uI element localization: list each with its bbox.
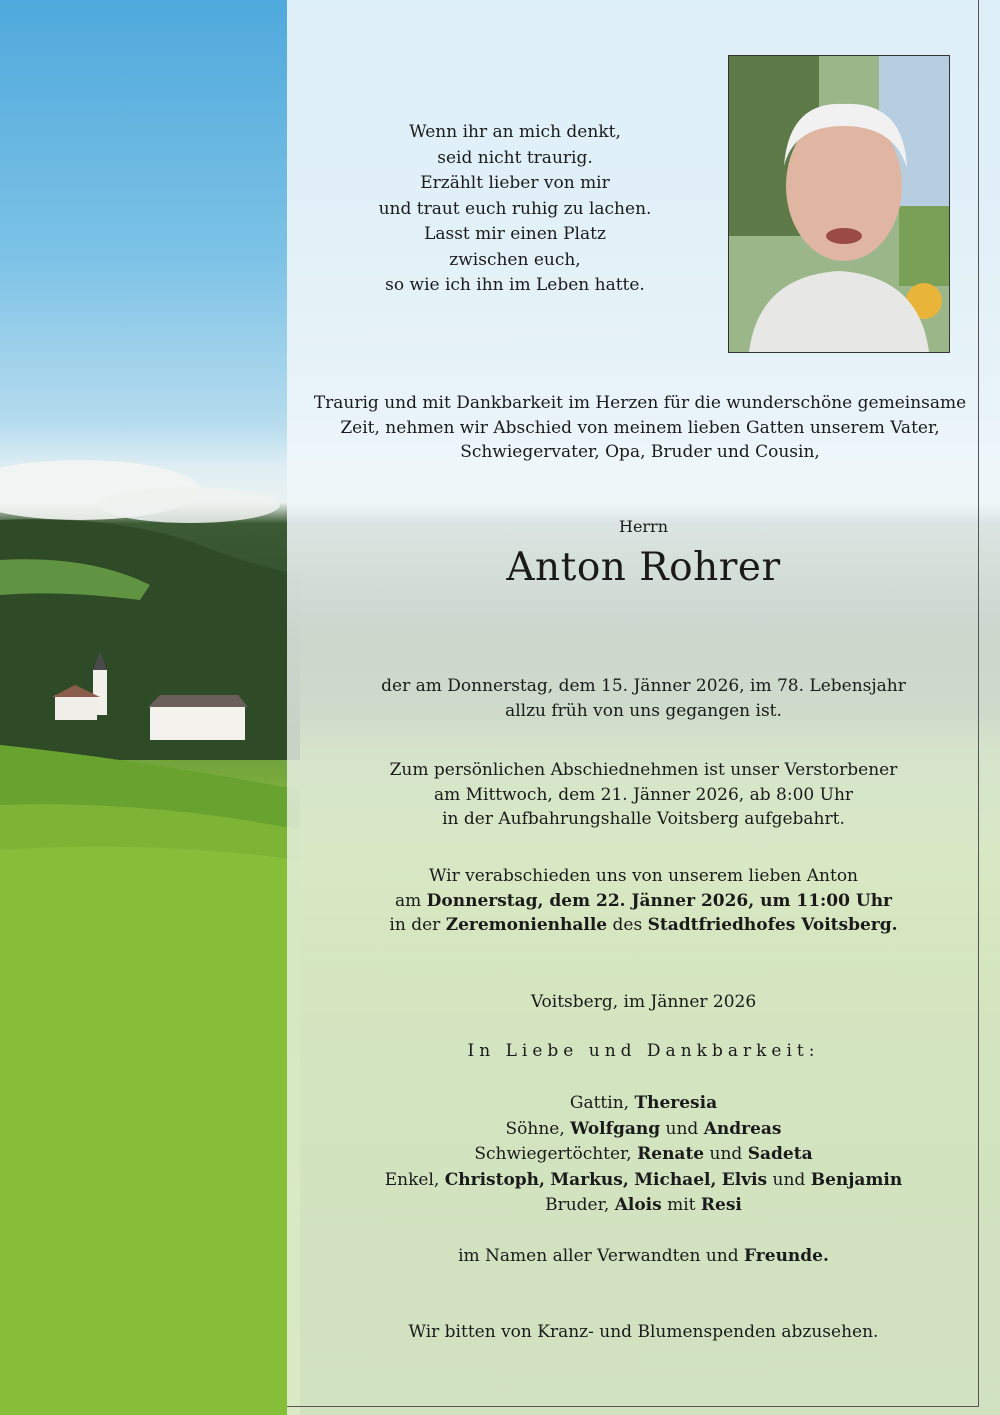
- death-line: allzu früh von uns gegangen ist.: [505, 700, 782, 721]
- poem-line: Wenn ihr an mich denkt,: [409, 122, 621, 142]
- funeral-line-2: [287, 889, 1000, 914]
- family-brother: [287, 1193, 1000, 1219]
- family-member: Resi: [700, 1195, 742, 1215]
- poem-line: und traut euch ruhig zu lachen.: [378, 198, 652, 219]
- family-member: Sadeta: [747, 1144, 813, 1164]
- closing-phrase: In Liebe und Dankbarkeit:: [467, 1041, 820, 1061]
- family-sons: [287, 1117, 1000, 1143]
- family-label: Söhne,: [505, 1118, 571, 1139]
- family-member: Christoph,: [444, 1169, 545, 1190]
- family-wife: [287, 1091, 1000, 1117]
- poem-line: Lasst mir einen Platz: [424, 224, 606, 244]
- poem: [350, 120, 680, 299]
- poem-line: so wie ich ihn im Leben hatte.: [385, 275, 645, 295]
- family-member: Wolfgang: [570, 1118, 661, 1139]
- death-line: der am Donnerstag, dem 15. Jänner 2026, im 78. Lebensjahr: [381, 676, 906, 696]
- family-label: Enkel,: [384, 1169, 445, 1190]
- viewing-info: [287, 758, 1000, 832]
- donation-request: Wir bitten von Kranz- und Blumenspenden abzusehen.: [408, 1322, 879, 1342]
- viewing-line: in der Aufbahrungshalle Voitsberg aufgebahrt.: [442, 809, 845, 829]
- family-member: Theresia: [634, 1093, 718, 1113]
- relatives-text: im Namen aller Verwandten und: [458, 1246, 745, 1266]
- relatives-line: [287, 1244, 1000, 1269]
- family-daughters-in-law: [287, 1142, 1000, 1168]
- funeral-hall: Zeremonienhalle: [445, 915, 608, 935]
- funeral-text: des: [607, 915, 648, 935]
- family-conj: und: [704, 1144, 748, 1164]
- funeral-line-3: [287, 913, 1000, 938]
- funeral-text: in der: [389, 915, 446, 935]
- family-label: Schwiegertöchter,: [474, 1144, 638, 1164]
- family-conj: und: [660, 1118, 704, 1139]
- funeral-date: Donnerstag, dem 22. Jänner 2026, um 11:00 Uhr: [426, 890, 893, 911]
- intro-line: Schwiegervater, Opa, Bruder und Cousin,: [460, 442, 820, 462]
- family-member: Renate: [637, 1144, 705, 1164]
- family-member: Michael,: [634, 1169, 717, 1190]
- funeral-info: [287, 864, 1000, 938]
- family-label: Gattin,: [569, 1093, 635, 1113]
- family-conj: und: [767, 1169, 811, 1190]
- family-member: Andreas: [703, 1118, 782, 1139]
- family-grandchildren: [287, 1168, 1000, 1194]
- portrait-illustration: [729, 56, 949, 352]
- family-member: Alois: [614, 1195, 662, 1215]
- family-member: Markus,: [550, 1169, 629, 1190]
- salutation: Herrn: [618, 517, 669, 536]
- intro-line: Zeit, nehmen wir Abschied von meinem lieben Gatten unserem Vater,: [340, 417, 940, 438]
- viewing-line: am Mittwoch, dem 21. Jänner 2026, ab 8:00 Uhr: [433, 784, 854, 805]
- funeral-cemetery: Stadtfriedhofes Voitsberg.: [647, 915, 898, 935]
- intro-line: Traurig und mit Dankbarkeit im Herzen für die wunderschöne gemeinsame: [313, 393, 967, 413]
- place-date: Voitsberg, im Jänner 2026: [530, 992, 757, 1012]
- family-member: Elvis: [721, 1169, 768, 1190]
- portrait-photo: [728, 55, 950, 353]
- funeral-text: am: [394, 890, 427, 911]
- family-list: [287, 1091, 1000, 1219]
- funeral-line-1: Wir verabschieden uns von unserem lieben Anton: [428, 866, 859, 886]
- family-conj: mit: [661, 1195, 701, 1215]
- poem-line: seid nicht traurig.: [437, 147, 593, 168]
- deceased-name: Anton Rohrer: [506, 545, 781, 590]
- family-label: Bruder,: [545, 1195, 615, 1215]
- viewing-line: Zum persönlichen Abschiednehmen ist unser Verstorbener: [389, 760, 898, 780]
- family-member: Benjamin: [810, 1169, 903, 1190]
- death-info: [287, 674, 1000, 723]
- intro-text: [300, 391, 980, 465]
- poem-line: Erzählt lieber von mir: [420, 173, 610, 193]
- poem-line: zwischen euch,: [449, 249, 581, 270]
- relatives-friends: Freunde.: [744, 1246, 829, 1266]
